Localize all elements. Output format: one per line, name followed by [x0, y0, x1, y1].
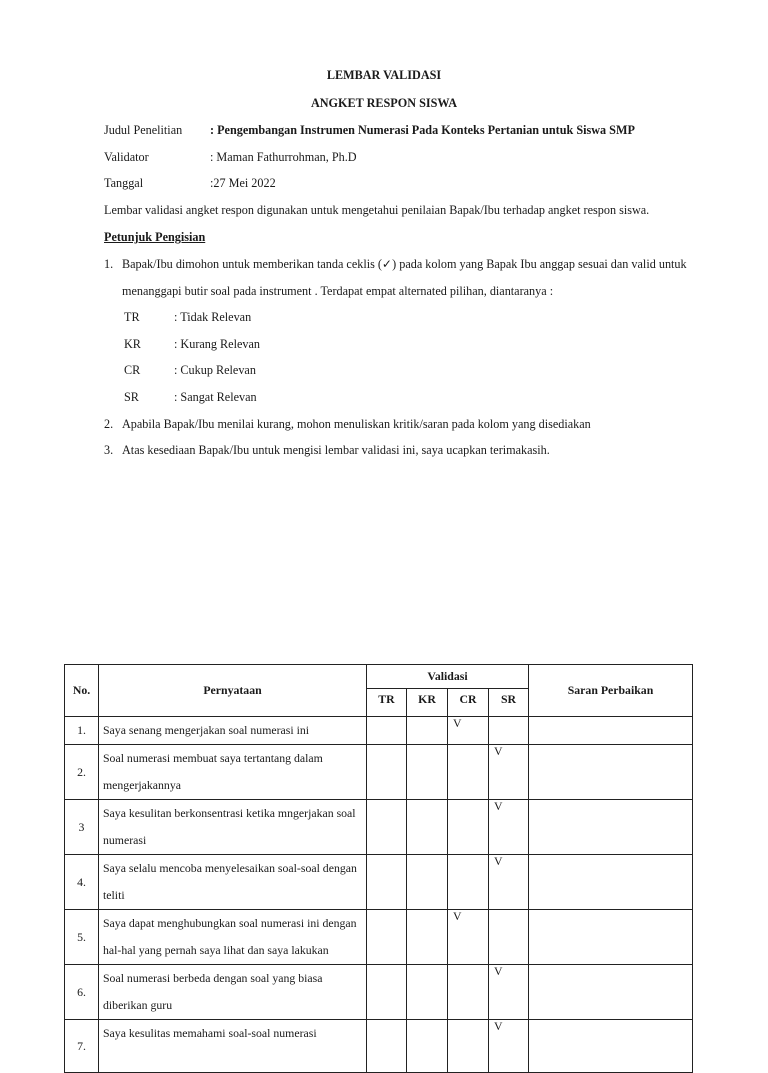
- row-sr-cell[interactable]: V: [489, 855, 529, 910]
- row-kr-cell[interactable]: [407, 717, 448, 745]
- column-header-suggestion: Saran Perbaikan: [529, 665, 693, 717]
- instruction-2-number: 2.: [104, 417, 114, 431]
- instructions-heading: Petunjuk Pengisian: [104, 230, 206, 244]
- legend-code: SR: [124, 390, 139, 404]
- row-suggestion-cell[interactable]: [529, 745, 693, 800]
- table-row: [65, 800, 693, 855]
- date-value: :27 Mei 2022: [210, 176, 276, 190]
- row-sr-cell[interactable]: V: [489, 745, 529, 800]
- row-tr-cell[interactable]: [367, 745, 407, 800]
- column-header-statement: Pernyataan: [99, 665, 367, 717]
- row-cr-cell[interactable]: [448, 965, 489, 1020]
- row-cr-cell[interactable]: [448, 855, 489, 910]
- instruction-3-text: Atas kesediaan Bapak/Ibu untuk mengisi lembar validasi ini, saya ucapkan terimakasih.: [122, 443, 550, 457]
- row-statement: Soal numerasi berbeda dengan soal yang biasa diberikan guru: [99, 965, 367, 1020]
- table-row: [65, 965, 693, 1020]
- row-number: 3: [65, 800, 99, 855]
- row-tr-cell[interactable]: [367, 910, 407, 965]
- row-kr-cell[interactable]: [407, 965, 448, 1020]
- instruction-3-number: 3.: [104, 443, 114, 457]
- row-suggestion-cell[interactable]: [529, 910, 693, 965]
- table-row: [65, 717, 693, 745]
- row-tr-cell[interactable]: [367, 965, 407, 1020]
- instruction-2-text: Apabila Bapak/Ibu menilai kurang, mohon menuliskan kritik/saran pada kolom yang disediakan: [122, 417, 591, 431]
- row-suggestion-cell[interactable]: [529, 800, 693, 855]
- table-row: [65, 910, 693, 965]
- row-cr-cell[interactable]: [448, 745, 489, 800]
- row-sr-cell[interactable]: V: [489, 1020, 529, 1073]
- row-kr-cell[interactable]: [407, 1020, 448, 1073]
- row-statement: Saya dapat menghubungkan soal numerasi ini dengan hal-hal yang pernah saya lihat dan saya lakukan: [99, 910, 367, 965]
- row-cr-cell[interactable]: V: [448, 717, 489, 745]
- row-number: 1.: [65, 717, 99, 745]
- row-statement: Soal numerasi membuat saya tertantang dalam mengerjakannya: [99, 745, 367, 800]
- legend-description: : Kurang Relevan: [174, 337, 260, 351]
- row-suggestion-cell[interactable]: [529, 855, 693, 910]
- column-header-tr: TR: [367, 689, 407, 717]
- legend-description: : Sangat Relevan: [174, 390, 257, 404]
- document-subtitle: ANGKET RESPON SISWA: [310, 96, 458, 110]
- legend-code: KR: [124, 337, 141, 351]
- row-suggestion-cell[interactable]: [529, 1020, 693, 1073]
- column-header-validation: Validasi: [367, 665, 529, 689]
- table-header-row: [65, 665, 693, 689]
- legend-description: : Tidak Relevan: [174, 310, 252, 324]
- row-kr-cell[interactable]: [407, 855, 448, 910]
- date-label: Tanggal: [104, 176, 144, 190]
- row-cr-cell[interactable]: [448, 1020, 489, 1073]
- row-suggestion-cell[interactable]: [529, 965, 693, 1020]
- table-row: [65, 745, 693, 800]
- row-number: 6.: [65, 965, 99, 1020]
- instruction-1-line-1: Bapak/Ibu dimohon untuk memberikan tanda ceklis (✓) pada kolom yang Bapak Ibu anggap sesuai dan valid untuk: [122, 257, 687, 271]
- column-header-cr: CR: [448, 689, 489, 717]
- research-title-label: Judul Penelitian: [104, 123, 183, 137]
- row-sr-cell[interactable]: [489, 910, 529, 965]
- row-statement: Saya kesulitan berkonsentrasi ketika mngerjakan soal numerasi: [99, 800, 367, 855]
- instruction-1-line-2: menanggapi butir soal pada instrument . Terdapat empat alternated pilihan, diantaranya :: [122, 284, 554, 298]
- research-title-value: : Pengembangan Instrumen Numerasi Pada Konteks Pertanian untuk Siswa SMP: [210, 123, 635, 137]
- intro-text: Lembar validasi angket respon digunakan untuk mengetahui penilaian Bapak/Ibu terhadap angket respon siswa.: [104, 203, 650, 217]
- column-header-kr: KR: [407, 689, 448, 717]
- row-suggestion-cell[interactable]: [529, 717, 693, 745]
- row-statement: Saya selalu mencoba menyelesaikan soal-soal dengan teliti: [99, 855, 367, 910]
- row-sr-cell[interactable]: V: [489, 800, 529, 855]
- row-kr-cell[interactable]: [407, 800, 448, 855]
- row-sr-cell[interactable]: V: [489, 965, 529, 1020]
- row-cr-cell[interactable]: V: [448, 910, 489, 965]
- row-cr-cell[interactable]: [448, 800, 489, 855]
- instruction-1-number: 1.: [104, 257, 114, 271]
- table-row: [65, 855, 693, 910]
- legend-code: CR: [124, 363, 141, 377]
- row-number: 5.: [65, 910, 99, 965]
- row-number: 4.: [65, 855, 99, 910]
- legend-description: : Cukup Relevan: [174, 363, 256, 377]
- row-number: 2.: [65, 745, 99, 800]
- row-sr-cell[interactable]: [489, 717, 529, 745]
- row-tr-cell[interactable]: [367, 717, 407, 745]
- column-header-sr: SR: [489, 689, 529, 717]
- document-title: LEMBAR VALIDASI: [326, 68, 442, 82]
- row-number: 7.: [65, 1020, 99, 1073]
- column-header-no: No.: [65, 665, 99, 717]
- row-statement: Saya kesulitas memahami soal-soal numerasi: [99, 1020, 367, 1073]
- row-tr-cell[interactable]: [367, 855, 407, 910]
- row-kr-cell[interactable]: [407, 745, 448, 800]
- legend-code: TR: [124, 310, 140, 324]
- row-kr-cell[interactable]: [407, 910, 448, 965]
- row-statement: Saya senang mengerjakan soal numerasi ini: [99, 717, 367, 745]
- validation-table: [64, 664, 693, 1073]
- row-tr-cell[interactable]: [367, 1020, 407, 1073]
- validator-label: Validator: [104, 150, 149, 164]
- table-row: [65, 1020, 693, 1073]
- row-tr-cell[interactable]: [367, 800, 407, 855]
- validator-value: : Maman Fathurrohman, Ph.D: [210, 150, 357, 164]
